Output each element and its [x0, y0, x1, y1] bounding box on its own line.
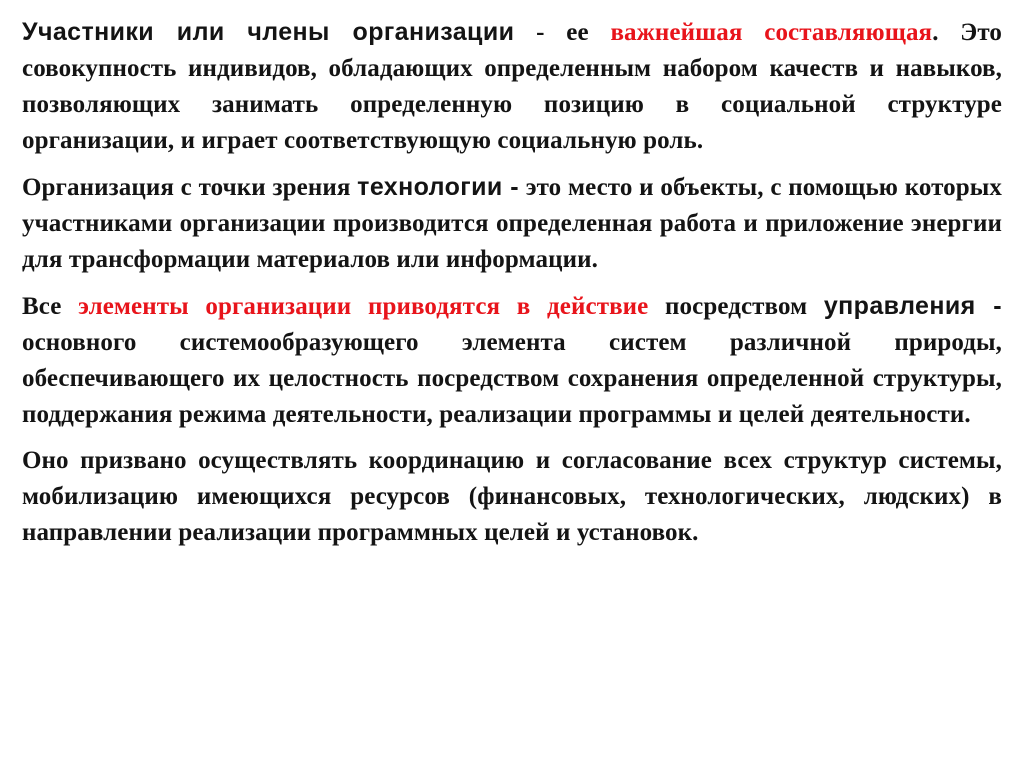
term-participants: Участники или члены организации	[22, 18, 515, 46]
management-lead: Все	[22, 293, 79, 320]
technology-definition: это место и объекты, с помощью которых участниками организации производится определенная работа и приложение энергии для трансформации материалов или информации.	[22, 174, 1003, 273]
term-technology: технологии -	[357, 173, 520, 201]
dash-text: - ее	[514, 19, 611, 46]
management-middle: посредством	[648, 293, 824, 320]
participants-definition: . Это совокупность индивидов, обладающих определенным набором качеств и навыков, позволяющих занимать определенную позицию в социальной структуре организации, и играет соответствующую социальную роль.	[22, 19, 1002, 154]
highlight-elements-in-action: элементы организации приводятся в действие	[78, 293, 649, 320]
coordination-text: Оно призвано осуществлять координацию и согласование всех структур системы, мобилизацию имеющихся ресурсов (финансовых, технологических, людских) в направлении реализации программных целей и установок.	[22, 447, 1002, 546]
management-definition: основного системообразующего элемента систем различной природы, обеспечивающего их целостность посредством сохранения определенной структуры, поддержания режима деятельности, реализации программы и целей деятельности.	[22, 329, 1002, 428]
paragraph-management	[22, 288, 1002, 433]
paragraph-technology	[22, 169, 1002, 278]
technology-lead: Организация с точки зрения	[22, 174, 358, 201]
paragraph-participants	[22, 14, 1002, 159]
slide-body	[22, 14, 1002, 561]
term-management: управления -	[823, 292, 1002, 320]
paragraph-coordination	[22, 443, 1002, 551]
highlight-important-component: важнейшая составляющая	[610, 19, 933, 46]
